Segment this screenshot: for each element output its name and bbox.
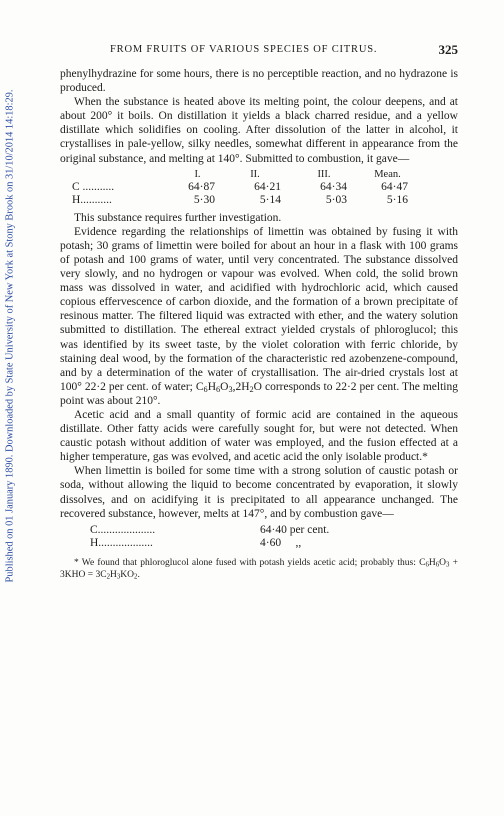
footnote-equation: $C_6H_6O_3 + 3KHO = 3C_2H_3KO_2$. xyxy=(60,557,459,581)
analysis-cell: 5·03 xyxy=(325,193,347,206)
analysis-row-label: H........... xyxy=(72,193,112,206)
article-body xyxy=(60,67,458,581)
analysis-row xyxy=(60,181,458,194)
analysis-header-cell: Mean. xyxy=(374,168,401,180)
footnote-text xyxy=(60,557,458,581)
page-header xyxy=(60,44,458,58)
chemical-formula: $C_6H_6O_3,2H_2O$ xyxy=(195,380,262,394)
analysis-cell: 5·16 xyxy=(386,193,408,206)
paragraph-4 xyxy=(60,225,458,408)
paragraph-6: When limettin is boiled for some time with a strong solution of caustic potash or soda, without allowing the liquid to become concentrated by evaporation, it slowly dissolves, and on acidifying it is precipitated to all appearance unchanged. The recovered substance, however, melts at 147°, and by combustion gave— xyxy=(60,465,458,520)
footnote xyxy=(60,557,458,581)
analysis-cell: 64·87 xyxy=(188,180,215,193)
page-number: 325 xyxy=(438,42,458,57)
analysis-table xyxy=(60,168,458,207)
analysis-cell: 64·47 xyxy=(381,180,408,193)
combustion-label: C.................... xyxy=(90,523,156,536)
combustion-results xyxy=(60,524,458,551)
paragraph-1: phenylhydrazine for some hours, there is no perceptible reaction, and no hydrazone is produced. xyxy=(60,68,458,95)
paragraph-5: Acetic acid and a small quantity of formic acid are contained in the aqueous distillate. Other fatty acids were carefully sought for, but were not detected. When caustic potash without addition of water was employed, and the fusion effected at a higher temperature, gas was evolved, and acetic acid the only isolable product.* xyxy=(60,408,458,464)
analysis-row xyxy=(60,194,458,207)
paragraph-4-text-end: corresponds to 22·2 per cent. The melting point was about 210°. xyxy=(60,380,458,407)
combustion-row xyxy=(60,524,458,538)
analysis-header-cell xyxy=(60,168,156,181)
analysis-row-label: C ........... xyxy=(72,180,115,193)
combustion-row xyxy=(60,537,458,551)
analysis-header-cell: II. xyxy=(250,168,260,180)
analysis-cell: 64·21 xyxy=(254,180,281,193)
analysis-header-cell: III. xyxy=(317,168,331,180)
combustion-label: H................... xyxy=(90,537,153,550)
analysis-cell: 64·34 xyxy=(320,180,347,193)
paragraph-2: When the substance is heated above its melting point, the colour deepens, and at about 200° it boils. On distillation it yields a black charred residue, and a yellow distillate which solidifies on cooling. After dissolution of the latter in alcohol, it crystallises in pale-yellow, silky needles, somewhat different in appearance from the original substance, and melting at 140°. Submitted to combustion, it gave— xyxy=(60,96,458,165)
combustion-value: 64·40 per cent. xyxy=(260,523,330,536)
provenance-sidebar xyxy=(2,12,18,660)
analysis-cell: 5·14 xyxy=(259,193,281,206)
running-title: FROM FRUITS OF VARIOUS SPECIES OF CITRUS. xyxy=(110,44,378,55)
footnote-body: * We found that phloroglucol alone fused with potash yields acetic acid; probably thus: xyxy=(74,557,416,568)
analysis-cell: 5·30 xyxy=(193,193,215,206)
paragraph-3: This substance requires further investigation. xyxy=(74,211,282,224)
combustion-value: 4·60 ,, xyxy=(260,537,302,550)
provenance-text: Published on 01 January 1890. Downloaded by State University of New York at Stony Brook on 31/10/2014 14:18:29. xyxy=(4,89,16,583)
analysis-header-cell: I. xyxy=(194,168,201,180)
analysis-header-row xyxy=(60,168,458,181)
paragraph-4-text: Evidence regarding the relationships of limettin was obtained by fusing it with potash; 30 grams of limettin were boiled for about an hour in a flask with 100 grams of potash and 100 grams of water, until very concentrated. The substance dissolved very slowly, and no hydrogen or vapour was evolved. When cold, the solid brown mass was dissolved in water, and acidified with hydrochloric acid, which caused copious effervescence of carbon dioxide, and the formation of a brown precipitate of resinous matter. The filtered liquid was extracted with ether, and the watery solution submitted to distillation. The ethereal extract yielded crystals of phloroglucol; this was identified by its sweet taste, by the violet coloration with ferric chloride, by staining deal wood, by the formation of the characteristic red azobenzene-compound, and by a determination of the water of crystallisation. The air-dried crystals lost at 100° 22·2 per cent. of water; xyxy=(60,225,458,393)
